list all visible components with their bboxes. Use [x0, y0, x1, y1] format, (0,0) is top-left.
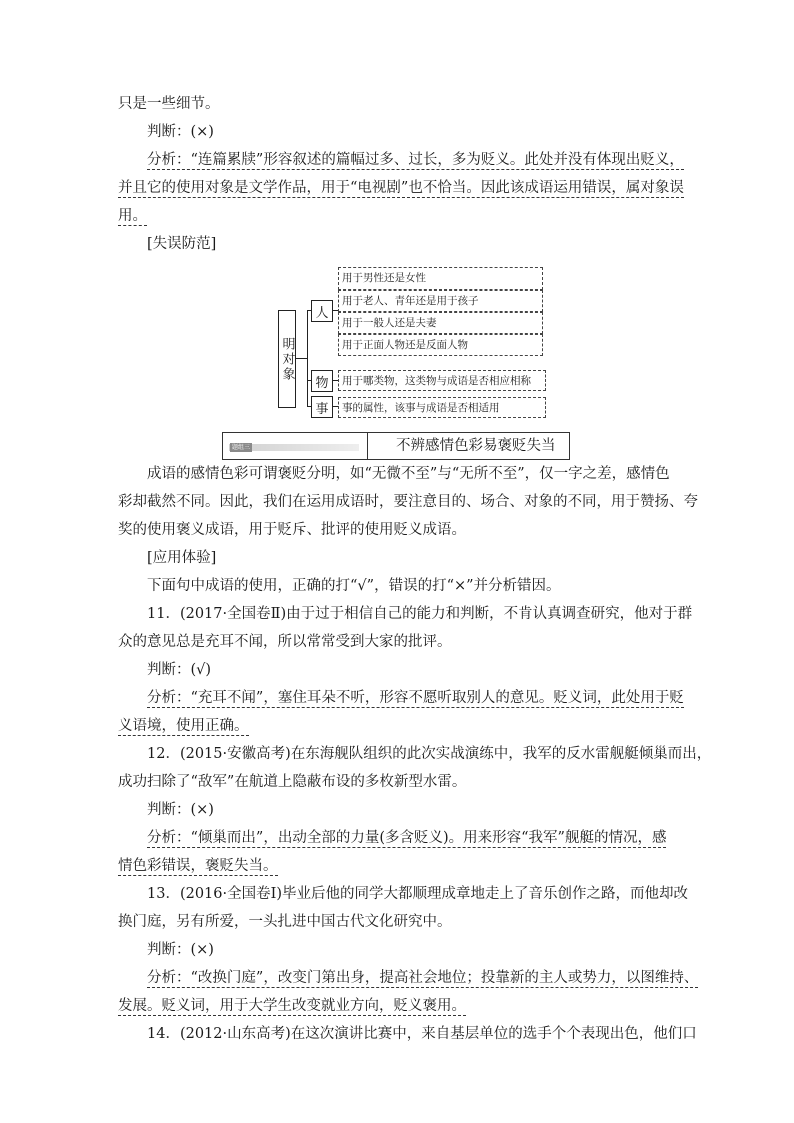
banner-tag: 题组三	[231, 444, 250, 451]
diagram-item: 用于哪类物，这类物与成语是否相应相称	[338, 370, 546, 391]
diagram-person-box: 人	[311, 300, 333, 322]
judgment-text: 判断：(×)	[147, 942, 214, 958]
judgment-text: 判断：(×)	[147, 124, 214, 140]
analysis-text: 情色彩错误，褒贬失当。	[118, 858, 278, 874]
analysis-line	[147, 150, 688, 170]
question-line: 14．(2012·山东高考)在这次演讲比赛中，来自基层单位的选手个个表现出色，他们口	[147, 1026, 697, 1042]
analysis-text: 分析：“倾巢而出”，出动全部的力量(多含贬义)。用来形容“我军”舰艇的情况，感	[147, 830, 667, 846]
section-heading: [失误防范]	[147, 236, 217, 252]
diagram-thing-box: 物	[311, 370, 333, 392]
analysis-text: 用。	[118, 208, 147, 224]
diagram-root-box: 明对象	[278, 310, 296, 408]
prevention-diagram	[276, 266, 548, 418]
analysis-line	[118, 856, 688, 876]
question-line: 12．(2015·安徽高考)在东海舰队组织的此次实战演练中，我军的反水雷舰艇倾巢而出，	[147, 746, 712, 762]
instruction-text: 下面句中成语的使用，正确的打“√”，错误的打“×”并分析错因。	[147, 578, 561, 594]
section-heading: [应用体验]	[147, 550, 217, 566]
analysis-line	[118, 178, 688, 198]
diagram-connector	[295, 358, 307, 359]
diagram-item: 用于老人、青年还是用于孩子	[338, 290, 543, 312]
diagram-matter-box: 事	[311, 396, 333, 418]
diagram-item: 事的属性，该事与成语是否相适用	[338, 397, 546, 418]
paragraph-line: 奖的使用褒义成语，用于贬斥、批评的使用贬义成语。	[118, 522, 466, 538]
analysis-line	[147, 688, 688, 708]
analysis-text: 并且它的使用对象是文学作品，用于“电视剧”也不恰当。因此该成语运用错误，属对象误	[118, 180, 684, 196]
paragraph-line: 彩却截然不同。因此，我们在运用成语时，要注意目的、场合、对象的不同，用于赞扬、夸	[118, 494, 698, 510]
question-line: 11．(2017·全国卷Ⅱ)由于过于相信自己的能力和判断，不肯认真调查研究，他对于群	[147, 606, 693, 622]
paragraph-line: 成语的感情色彩可谓褒贬分明，如“无微不至”与“无所不至”，仅一字之差，感情色	[147, 466, 670, 482]
analysis-text: 义语境，使用正确。	[118, 718, 249, 734]
question-line: 众的意见总是充耳不闻，所以常常受到大家的批评。	[118, 634, 452, 650]
intro-line: 只是一些细节。	[118, 96, 220, 112]
analysis-line	[147, 968, 699, 988]
banner-decoration	[223, 433, 368, 459]
question-line: 换门庭，另有所爱，一头扎进中国古代文化研究中。	[118, 914, 452, 930]
question-line: 13．(2016·全国卷Ⅰ)毕业后他的同学大都顺理成章地走上了音乐创作之路，而他却改	[147, 886, 688, 902]
analysis-text: 分析：“改换门庭”，改变门第出身，提高社会地位；投靠新的主人或势力，以图维持、	[147, 970, 699, 986]
analysis-text: 分析：“连篇累牍”形容叙述的篇幅过多、过长，多为贬义。此处并没有体现出贬义，	[147, 152, 684, 168]
analysis-text: 发展。贬义词，用于大学生改变就业方向，贬义褒用。	[118, 998, 466, 1014]
diagram-item: 用于男性还是女性	[338, 267, 543, 290]
diagram-item: 用于一般人还是夫妻	[338, 312, 543, 334]
analysis-line	[118, 996, 688, 1016]
question-line: 成功扫除了“敌军”在航道上隐蔽布设的多枚新型水雷。	[118, 774, 467, 790]
diagram-item: 用于正面人物还是反面人物	[338, 334, 543, 356]
judgment-text: 判断：(√)	[147, 662, 212, 678]
diagram-connector	[307, 310, 308, 407]
banner-title: 不辨感情色彩易褒贬失当	[396, 438, 556, 454]
analysis-line	[118, 206, 688, 226]
analysis-line	[118, 716, 688, 736]
analysis-line	[147, 828, 688, 848]
section-banner	[222, 432, 570, 460]
judgment-text: 判断：(×)	[147, 802, 214, 818]
analysis-text: 分析：“充耳不闻”，塞住耳朵不听，形容不愿听取别人的意见。贬义词，此处用于贬	[147, 690, 684, 706]
